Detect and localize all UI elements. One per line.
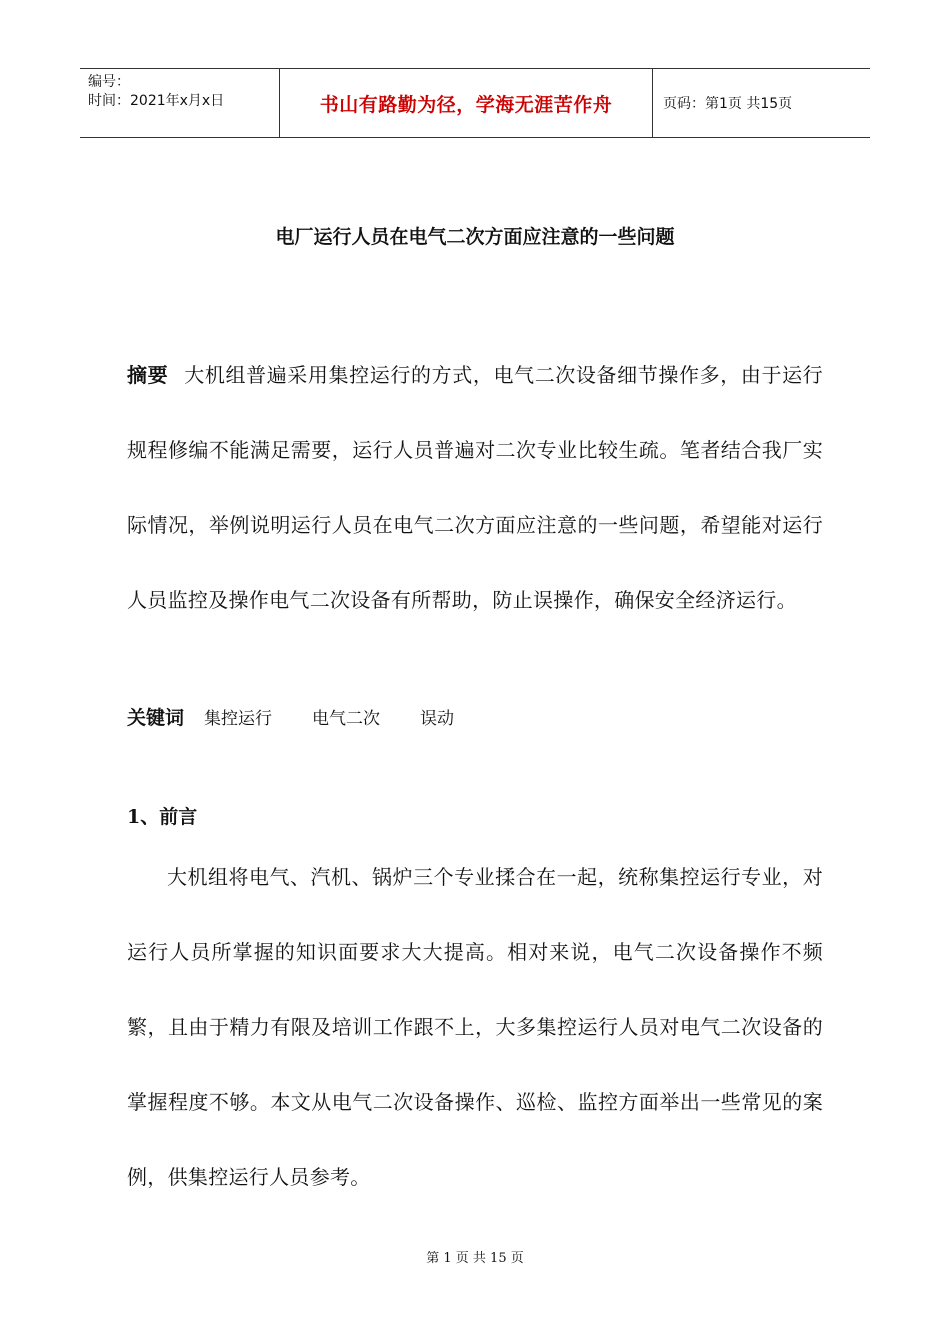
keyword-item: 误动 — [420, 709, 455, 729]
page-header — [80, 68, 870, 138]
keywords-line — [127, 703, 494, 730]
document-time-label: 时间：2021年x月x日 — [88, 93, 225, 109]
document-title: 电厂运行人员在电气二次方面应注意的一些问题 — [275, 226, 675, 248]
abstract-label: 摘要 — [127, 363, 169, 387]
section-heading: 1、前言 — [127, 806, 198, 828]
header-page-info: 页码：第1页 共15页 — [663, 96, 793, 112]
abstract-paragraph — [127, 338, 823, 638]
abstract-text: 大机组普遍采用集控运行的方式，电气二次设备细节操作多，由于运行规程修编不能满足需要，运行人员普遍对二次专业比较生疏。笔者结合我厂实际情况，举例说明运行人员在电气二次方面应注意的一些问题，希望能对运行人员监控及操作电气二次设备有所帮助，防止误操作，确保安全经济运行。 — [127, 363, 823, 612]
section-body-paragraph: 大机组将电气、汽机、锅炉三个专业揉合在一起，统称集控运行专业，对运行人员所掌握的知识面要求大大提高。相对来说，电气二次设备操作不频繁，且由于精力有限及培训工作跟不上，大多集控运行人员对电气二次设备的掌握程度不够。本文从电气二次设备操作、巡检、监控方面举出一些常见的案例，供集控运行人员参考。 — [127, 865, 823, 1189]
keywords-label: 关键词 — [127, 707, 185, 729]
page-footer: 第 1 页 共 15 页 — [426, 1251, 524, 1266]
document-number-label: 编号： — [88, 74, 130, 90]
keyword-item: 集控运行 — [204, 709, 273, 729]
header-meta — [80, 69, 280, 137]
header-motto: 书山有路勤为径，学海无涯苦作舟 — [280, 69, 653, 137]
keyword-item: 电气二次 — [312, 709, 381, 729]
